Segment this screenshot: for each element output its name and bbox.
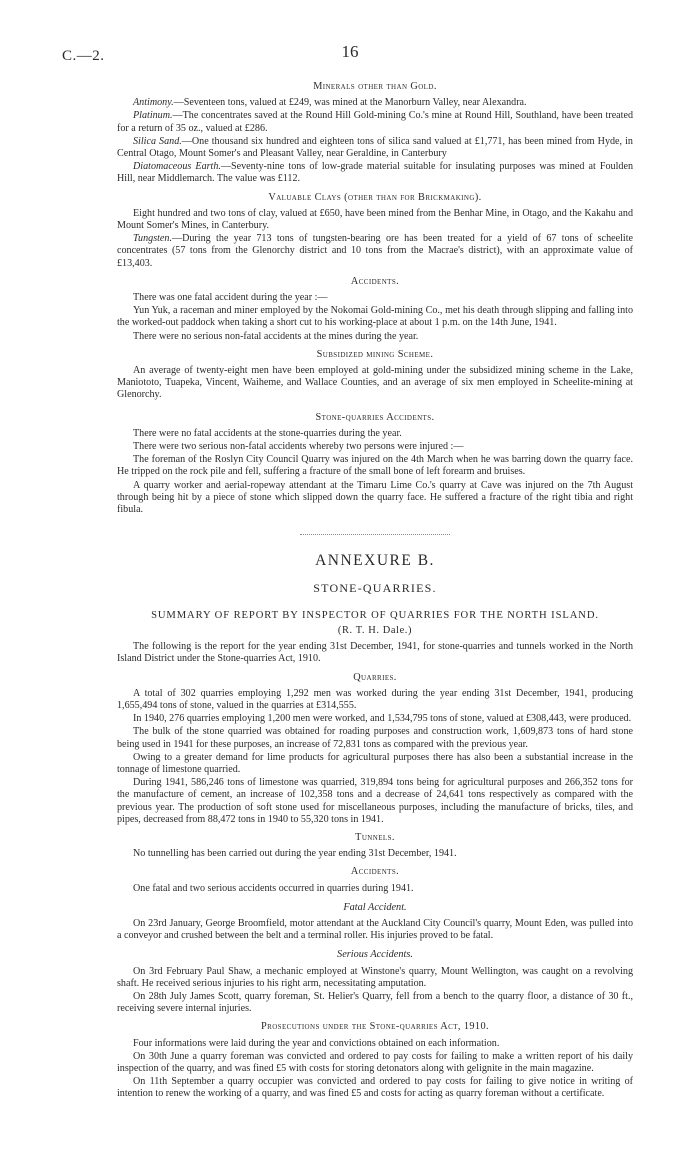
heading-accidents: Accidents. [350,275,400,287]
paragraph-platinum [117,110,633,134]
text-silica-sand: —One thousand six hundred and eighteen tons of silica sand valued at £1,771, has been mined from Hyde, in Central Otago, Mount Somer's and Pleasant Valley, near Geraldine, in Canterbury [117,135,633,160]
paragraph-broomfield: On 23rd January, George Broomfield, motor attendant at the Auckland City Council's quarry, Mount Eden, was pulled into a conveyor and crushed between the belt and a terminal roller. His injuries proved to be fatal. [117,917,633,942]
heading-tunnels: Tunnels. [355,831,395,843]
annexure-subtitle: STONE-QUARRIES. [313,580,437,595]
heading-serious-accidents: Serious Accidents. [337,949,413,961]
heading-minerals: Minerals other than Gold. [313,81,437,92]
section-divider [300,534,450,535]
paragraph-yun-yuk: Yun Yuk, a raceman and miner employed by the Nokomai Gold-mining Co., met his death through slipping and falling into the worked-out paddock when taking a short cut to his working-place at about 1 p.m. on the 14th June, 1941. [117,305,633,329]
document-reference: C.—2. [62,48,105,64]
paragraph-diatomaceous-earth [117,161,633,185]
summary-heading: SUMMARY OF REPORT BY INSPECTOR OF QUARRIES FOR THE NORTH ISLAND. [151,609,599,621]
run-in-tungsten: Tungsten. [133,233,172,245]
paragraph-subsidized: An average of twenty-eight men have been employed at gold-mining under the subsidized mining scheme in the Lake, Maniototo, Tuapeka, Vincent, Waiheme, and Wallace Counties, and an average of six men employed in Scheelite-mining at Glenorchy. [117,365,633,401]
paragraph-two-serious: There were two serious non-fatal accidents whereby two persons were injured :— [133,441,464,453]
text-diatomaceous-earth: —Seventy-nine tons of low-grade material suitable for insulating purposes was mined at Foulden Hill, near Middlemarch. The value was £112. [117,161,633,185]
paragraph-paul-shaw: On 3rd February Paul Shaw, a mechanic employed at Winstone's quarry, Mount Wellington, was caught on a revolving shaft. He received serious injuries to his right arm, necessitating amputation. [117,965,633,989]
text-antimony: —Seventeen tons, valued at £249, was mined at the Manorburn Valley, near Alexandra. [173,97,527,109]
heading-quarries: Quarries. [353,671,397,683]
page-number: 16 [341,42,359,61]
paragraph-timaru: A quarry worker and aerial-ropeway attendant at the Timaru Lime Co.'s quarry at Cave was injured on the 7th August through being hit by a piece of stone which slipped down the quarry face. He suffered a fracture of the right tibia and right fibula. [117,479,633,516]
run-in-platinum: Platinum. [133,110,173,122]
paragraph-tunnels: No tunnelling has been carried out during the year ending 31st December, 1941. [133,848,457,860]
paragraph-september-conviction: On 11th September a quarry occupier was convicted and ordered to pay costs for failing to give notice in writing of intention to renew the working of a quarry, and was fined £5 and costs for acting as quarry foreman without a certificate. [117,1076,633,1100]
paragraph-quarries-roading: The bulk of the stone quarried was obtained for roading purposes and construction work, 1,609,873 tons of hard stone being used in 1941 for these purposes, an increase of 72,831 tons as compared with the previous year. [117,726,633,750]
paragraph-fatal-count: There was one fatal accident during the year :— [133,292,328,304]
paragraph-clay: Eight hundred and two tons of clay, valued at £650, have been mined from the Benhar Mine, in Otago, and the Kakahu and Mount Somer's Mines, in Canterbury. [117,207,633,232]
paragraph-informations: Four informations were laid during the year and convictions obtained on each information. [133,1037,500,1049]
paragraph-quarries-lime: Owing to a greater demand for lime products for agricultural purposes there has also been a substantial increase in the tonnage of limestone quarried. [117,751,633,775]
heading-subsidized-scheme: Subsidized mining Scheme. [316,348,434,360]
heading-valuable-clays: Valuable Clays (other than for Brickmaking). [268,191,482,203]
heading-prosecutions: Prosecutions under the Stone-quarries Act, 1910. [261,1021,489,1033]
paragraph-no-fatal-quarries: There were no fatal accidents at the stone-quarries during the year. [133,427,402,439]
paragraph-roslyn: The foreman of the Roslyn City Council Quarry was injured on the 4th March when he was barring down the quarry face. He tripped on the rock pile and fell, suffering a fracture of the small bone of left forearm and bruises. [117,454,633,478]
paragraph-tungsten [117,233,633,270]
heading-fatal-accident: Fatal Accident. [343,901,407,913]
text-tungsten: —During the year 713 tons of tungsten-bearing ore has been treated for a yield of 67 tons of scheelite concentrates (57 tons from the Glenorchy district and 10 tons from the Macrae's district), with an approximate value of £13,403. [117,233,633,269]
paragraph-june-conviction: On 30th June a quarry foreman was convicted and ordered to pay costs for failing to make a written report of his daily inspection of the quarry, and was fined £5 with costs for storing detonators along with gelignite in the main magazine. [117,1050,633,1074]
heading-stone-quarries-accidents: Stone-quarries Accidents. [315,411,435,423]
page-body [117,75,633,1103]
paragraph-quarries-1940: In 1940, 276 quarries employing 1,200 men were worked, and 1,534,795 tons of stone, valued at £308,443, were produced. [133,713,632,725]
paragraph-intro: The following is the report for the year ending 31st December, 1941, for stone-quarries and tunnels worked in the North Island District under the Stone-quarries Act, 1910. [117,641,633,665]
text-platinum: —The concentrates saved at the Round Hill Gold-mining Co.'s mine at Round Hill, Southland, have been treated for a return of 35 oz., valued at £286. [117,110,633,134]
run-in-antimony: Antimony. [133,97,174,109]
run-in-diatomaceous-earth: Diatomaceous Earth. [133,161,221,173]
heading-quarry-accidents: Accidents. [350,866,400,878]
paragraph-no-nonfatal: There were no serious non-fatal accidents at the mines during the year. [133,330,419,342]
paragraph-james-scott: On 28th July James Scott, quarry foreman, St. Helier's Quarry, fell from a bench to the quarry floor, a distance of 30 ft., receiving severe internal injuries. [117,990,633,1015]
paragraph-quarries-total: A total of 302 quarries employing 1,292 men was worked during the year ending 31st December, 1941, producing 1,655,494 tons of stone, valued in the quarries at £314,555. [117,687,633,711]
run-in-silica-sand: Silica Sand. [133,135,182,147]
paragraph-silica-sand [117,136,633,160]
paragraph-quarry-accidents: One fatal and two serious accidents occurred in quarries during 1941. [133,882,414,894]
paragraph-quarries-limestone: During 1941, 586,246 tons of limestone was quarried, 319,894 tons being for agricultural purposes and 266,352 tons for the manufacture of cement, an increase of 102,358 tons and a decrease of 24,641 tons respectively as compared with the previous year. The production of soft stone used for miscellaneous purposes, including the manufacture of bricks, tiles, and pipes, decreased from 88,472 tons in 1940 to 55,320 tons in 1941. [117,777,633,825]
paragraph-antimony [117,97,633,109]
annexure-title: ANNEXURE B. [315,552,435,570]
inspector-name: (R. T. H. Dale.) [337,624,413,636]
